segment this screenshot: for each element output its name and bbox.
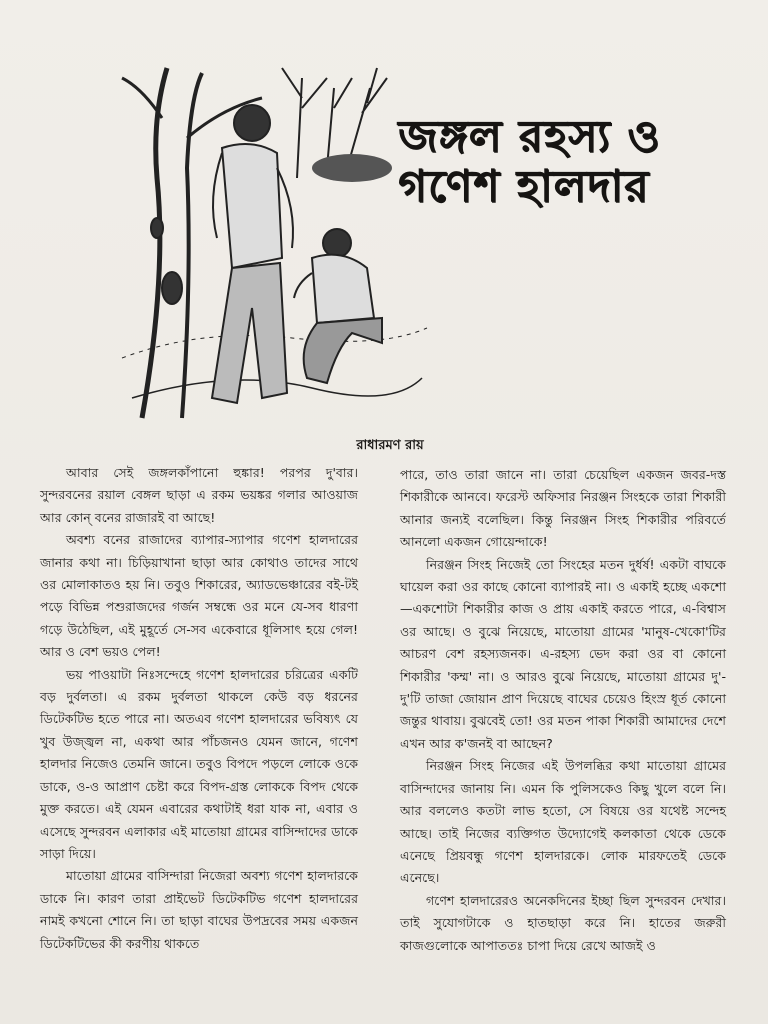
- author-name: রাধারমণ রায়: [356, 438, 424, 453]
- paragraph: পারে, তাও তারা জানে না। তারা চেয়েছিল একজন জবর-দস্ত শিকারীকে আনবে। ফরেস্ট অফিসার নিরঞ্জন সিংহকে তারা শিকারী আনার জন্যই বলেছিল। কিন্তু নিরঞ্জন সিংহ শিকারীর পরিবর্তে আনলো একজন গোয়েন্দাকে!: [400, 467, 726, 550]
- paragraph: ভয় পাওয়াটা নিঃসন্দেহে গণেশ হালদারের চরিত্রের একটি বড় দুর্বলতা। এ রকম দুর্বলতা থাকলে কেউ বড় ধরনের ডিটেকটিভ হতে পারে না। অতএব গণেশ হালদারের ভবিষ্যৎ যে খুব উজ্জ্বল না, একথা আর পাঁচজনও যেমন জানে, গণেশ হালদার নিজেও তেমনি জানে। তবুও বিপদে পড়লে লোকে ওকে ডাকে, ও-ও আপ্রাণ চেষ্টা করে বিপদ-গ্রস্ত লোককে বিপদ থেকে মুক্ত করতে। এই যেমন এবারের কথাটাই ধরা যাক না, এবার ও এসেছে সুন্দরবন এলাকার এই মাতোয়া গ্রামের বাসিন্দাদের ডাকে সাড়া দিয়ে।: [40, 666, 358, 861]
- left-column: [40, 462, 358, 955]
- paragraph: নিরঞ্জন সিংহ নিজের এই উপলব্ধির কথা মাতোয়া গ্রামের বাসিন্দাদের জানায় নি। এমন কি পুলিসকেও কিছু খুলে বলে নি। আর বললেও কতটা লাভ হতো, সে বিষয়ে ওর যথেষ্ট সন্দেহ আছে। তাই নিজের ব্যক্তিগত উদ্যোগেই কলকাতা থেকে ডেকে এনেছে প্রিয়বন্ধু গণেশ হালদারকে। লোক মারফতেই ডেকে এনেছে।: [400, 758, 726, 886]
- paragraph: গণেশ হালদারেরও অনেকদিনের ইচ্ছা ছিল সুন্দরবন দেখার। তাই সুযোগটাকে ও হাতছাড়া করে নি। হাতের জরুরী কাজগুলোকে আপাততঃ চাপা দিয়ে রেখে আজই ও: [400, 892, 726, 953]
- title-line-1: জঙ্গল রহস্য ও: [398, 111, 661, 162]
- story-title: [398, 112, 688, 212]
- paragraph: মাতোয়া গ্রামের বাসিন্দারা নিজেরা অবশ্য গণেশ হালদারকে ডাকে নি। কারণ তারা প্রাইভেট ডিটেকটিভ গণেশ হালদারের নামই কখনো শোনে নি। তা ছাড়া বাঘের উপদ্রবের সময় একজন ডিটেকটিভের কী করণীয় থাকতে: [40, 868, 358, 951]
- paragraph: আবার সেই জঙ্গলকাঁপানো হুঙ্কার! পরপর দু'বার। সুন্দরবনের রয়াল বেঙ্গল ছাড়া এ রকম ভয়ঙ্কর গলার আওয়াজ আর কোন্ বনের রাজারই বা আছে!: [40, 465, 358, 525]
- paragraph: নিরঞ্জন সিংহ নিজেই তো সিংহের মতন দুর্ধর্ষ! একটা বাঘকে ঘায়েল করা ওর কাছে কোনো ব্যাপারই না। ও একাই হচ্ছে একশো—একশোটা শিকারীর কাজ ও প্রায় একাই করতে পারে, এ-বিশ্বাস ওর আছে। ও বুঝে নিয়েছে, মাতোয়া গ্রামের 'মানুষ-খেকো'টির আচরণ বেশ রহস্যজনক। এ-রহস্য ভেদ করা ওর বা কোনো শিকারীর 'কম্ম' না। ও আরও বুঝে নিয়েছে, মাতোয়া গ্রামের দু'-দু'টি তাজা জোয়ান প্রাণ দিয়েছে বাঘের চেয়েও হিংস্র ধূর্ত কোনো জন্তুর থাবায়। বুঝবেই তো! ওর মতন পাকা শিকারী আমাদের দেশে এখন আর ক'জনই বা আছেন?: [400, 556, 726, 751]
- right-column: [400, 464, 726, 957]
- title-line-2: গণেশ হালদার: [398, 161, 650, 212]
- jungle-illustration: [112, 58, 432, 428]
- paragraph: অবশ্য বনের রাজাদের ব্যাপার-স্যাপার গণেশ হালদারের জানার কথা না। চিড়িয়াখানা ছাড়া আর কোথাও তাদের সাথে ওর মোলাকাতও হয় নি। তবুও শিকারের, অ্যাডভেঞ্চারের বই-টই পড়ে বিভিন্ন পশুরাজদের গর্জন সম্বন্ধে ওর মনে যে-সব ধারণা গড়ে উঠেছিল, এই মুহূর্তে সে-সব একেবারে ধূলিসাৎ হয়ে গেল! আর ও বেশ ভয়ও পেল!: [40, 532, 358, 660]
